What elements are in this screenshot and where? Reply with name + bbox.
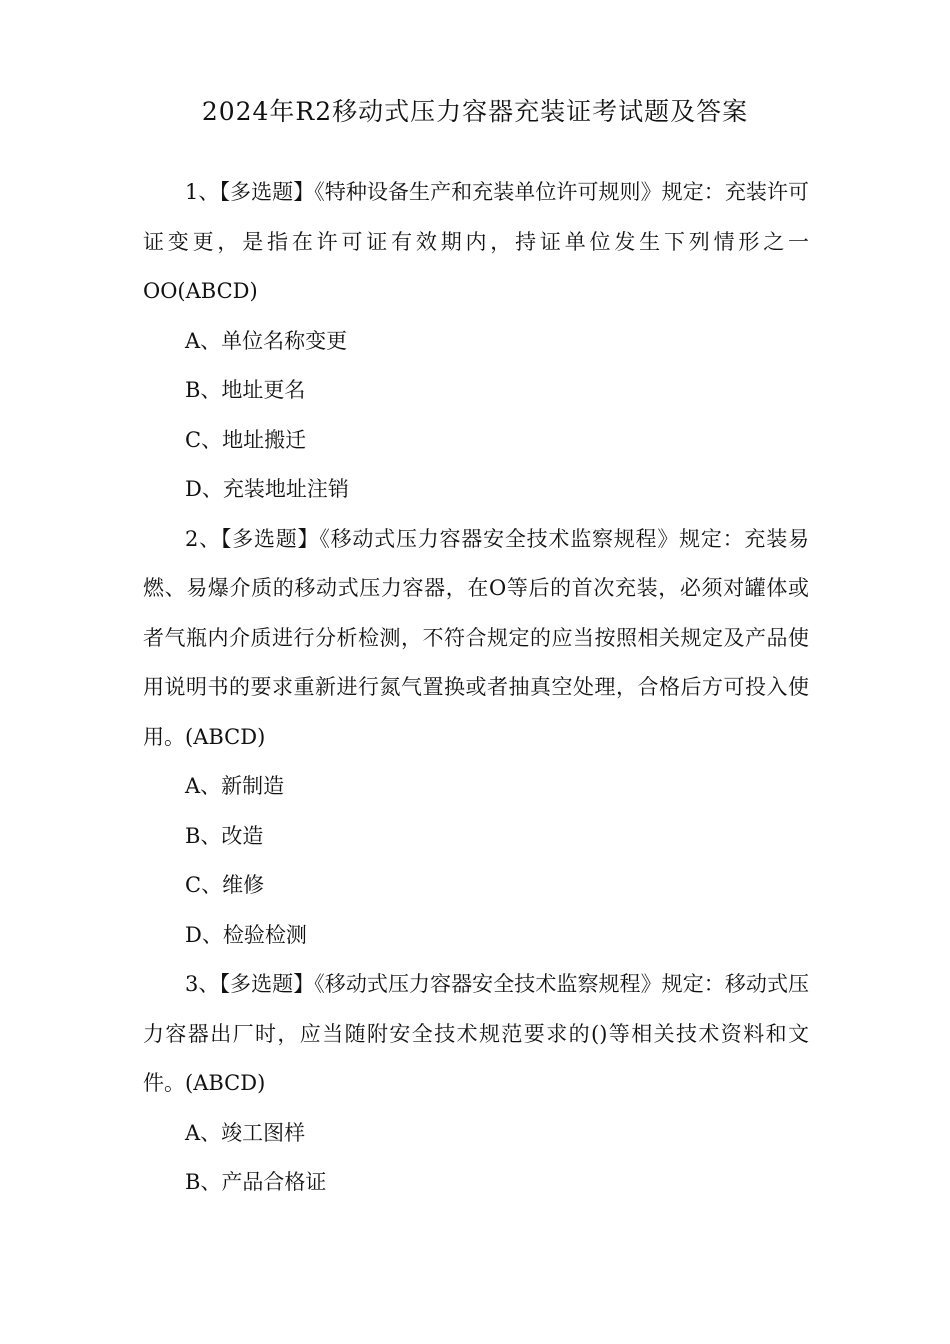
- answer-option: B、改造: [185, 823, 264, 848]
- answer-option: D、充装地址注销: [185, 477, 349, 501]
- question-text: 3、【多选题】《移动式压力容器安全技术监察规程》规定：移动式压力容器出厂时，应当随附安全技术规范要求的()等相关技术资料和文件。(ABCD): [143, 972, 809, 1095]
- question-block: [143, 168, 809, 515]
- answer-option: B、地址更名: [185, 378, 306, 402]
- answer-option: A、新制造: [185, 774, 285, 798]
- answer-option: D、检验检测: [185, 922, 307, 947]
- answer-option: C、地址搬迁: [185, 427, 307, 452]
- question-list: [143, 168, 809, 1208]
- answer-option: C、维修: [185, 873, 265, 897]
- question-text: 1、【多选题】《特种设备生产和充装单位许可规则》规定：充装许可证变更，是指在许可证有效期内，持证单位发生下列情形之一OO(ABCD): [143, 180, 809, 303]
- answer-option: A、单位名称变更: [185, 328, 348, 353]
- document-title: 2024年R2移动式压力容器充装证考试题及答案: [201, 97, 749, 126]
- question-block: [143, 515, 809, 961]
- question-text: 2、【多选题】《移动式压力容器安全技术监察规程》规定：充装易燃、易爆介质的移动式压力容器，在O等后的首次充装，必须对罐体或者气瓶内介质进行分析检测，不符合规定的应当按照相关规定及产品使用说明书的要求重新进行氮气置换或者抽真空处理，合格后方可投入使用。(ABCD): [143, 526, 809, 749]
- answer-option: A、竣工图样: [185, 1120, 306, 1145]
- answer-option: B、产品合格证: [185, 1170, 327, 1194]
- question-block: [143, 960, 809, 1208]
